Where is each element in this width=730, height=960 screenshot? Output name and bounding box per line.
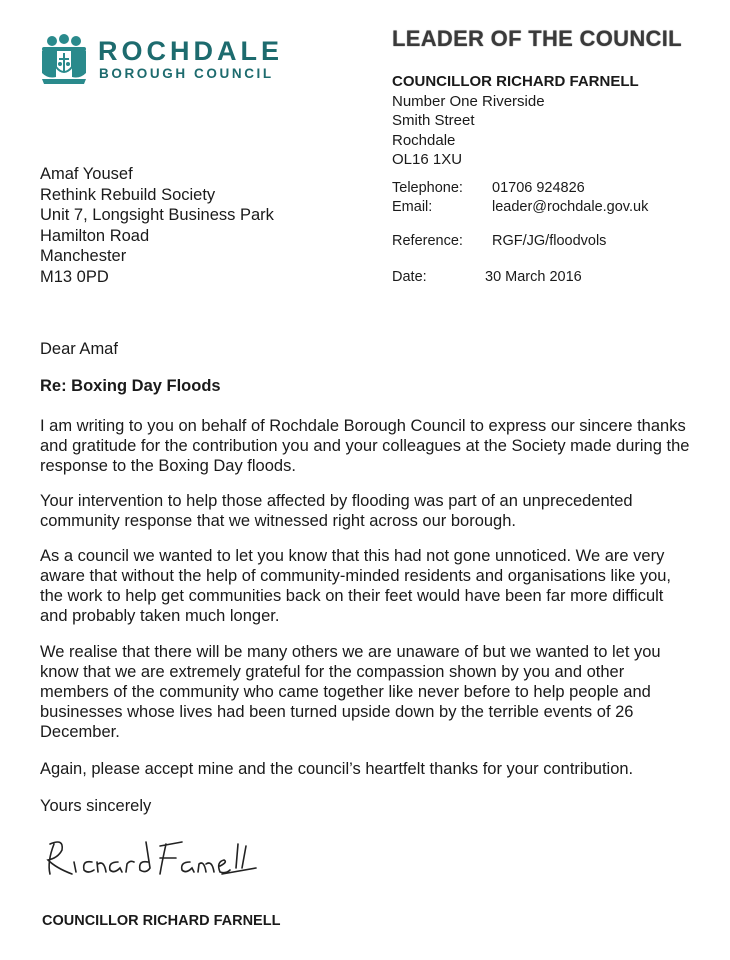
brand-subtitle: BOROUGH COUNCIL xyxy=(99,66,274,81)
closing: Yours sincerely xyxy=(40,797,152,815)
telephone-label: Telephone: xyxy=(392,180,463,196)
reference-value: RGF/JG/floodvols xyxy=(492,233,607,249)
recipient-line: Rethink Rebuild Society xyxy=(40,185,216,204)
telephone-value: 01706 924826 xyxy=(492,180,585,196)
date-label: Date: xyxy=(392,269,427,285)
email-row xyxy=(392,198,648,217)
recipient-line: Hamilton Road xyxy=(40,226,150,245)
rochdale-coat-of-arms-icon xyxy=(38,33,90,85)
reference-row xyxy=(392,232,606,251)
recipient-line: Unit 7, Longsight Business Park xyxy=(40,206,274,224)
subject-line: Re: Boxing Day Floods xyxy=(40,377,221,395)
sender-block xyxy=(392,72,639,170)
office-title: LEADER OF THE COUNCIL xyxy=(392,26,682,51)
salutation: Dear Amaf xyxy=(40,340,118,358)
telephone-row xyxy=(392,179,585,198)
paragraph: I am writing to you on behalf of Rochdale Borough Council to express our sincere thanks and gratitude for the contribution you and your colleagues at the Society made during the response to the Boxing Day floods. xyxy=(40,417,690,475)
recipient-block xyxy=(40,164,274,287)
recipient-line: M13 0PD xyxy=(40,267,109,286)
date-row xyxy=(392,268,582,287)
paragraph: We realise that there will be many others we are unaware of but we wanted to let you know that we are extremely grateful for the compassion shown by you and other members of the community who came together like never before to help people and businesses whose lives had been turned upside down by the terrible events of 26 December. xyxy=(40,643,661,741)
paragraph: Again, please accept mine and the council’s heartfelt thanks for your contribution. xyxy=(40,760,634,778)
recipient-line: Manchester xyxy=(40,247,127,265)
sender-address-line: Number One Riverside xyxy=(392,92,545,110)
email-value: leader@rochdale.gov.uk xyxy=(492,199,649,215)
reference-label: Reference: xyxy=(392,233,463,249)
date-value: 30 March 2016 xyxy=(485,269,582,285)
sender-name: COUNCILLOR RICHARD FARNELL xyxy=(392,73,639,90)
recipient-line: Amaf Yousef xyxy=(40,165,133,183)
email-label: Email: xyxy=(392,199,433,215)
signatory-name: COUNCILLOR RICHARD FARNELL xyxy=(42,913,281,929)
sender-address-line: Smith Street xyxy=(392,112,475,129)
brand-name: ROCHDALE xyxy=(98,36,283,66)
paragraph: As a council we wanted to let you know that this had not gone unnoticed. We are very aware that without the help of community-minded residents and organisations like you, the work to help get communities back on their feet would have been far more difficult and probably taken much longer. xyxy=(40,547,672,625)
sender-address-line: OL16 1XU xyxy=(392,151,463,168)
paragraph: Your intervention to help those affected by flooding was part of an unprecedented community response that we witnessed right across our borough. xyxy=(40,492,633,530)
handwritten-signature-icon xyxy=(42,832,272,882)
sender-address-line: Rochdale xyxy=(392,131,456,149)
